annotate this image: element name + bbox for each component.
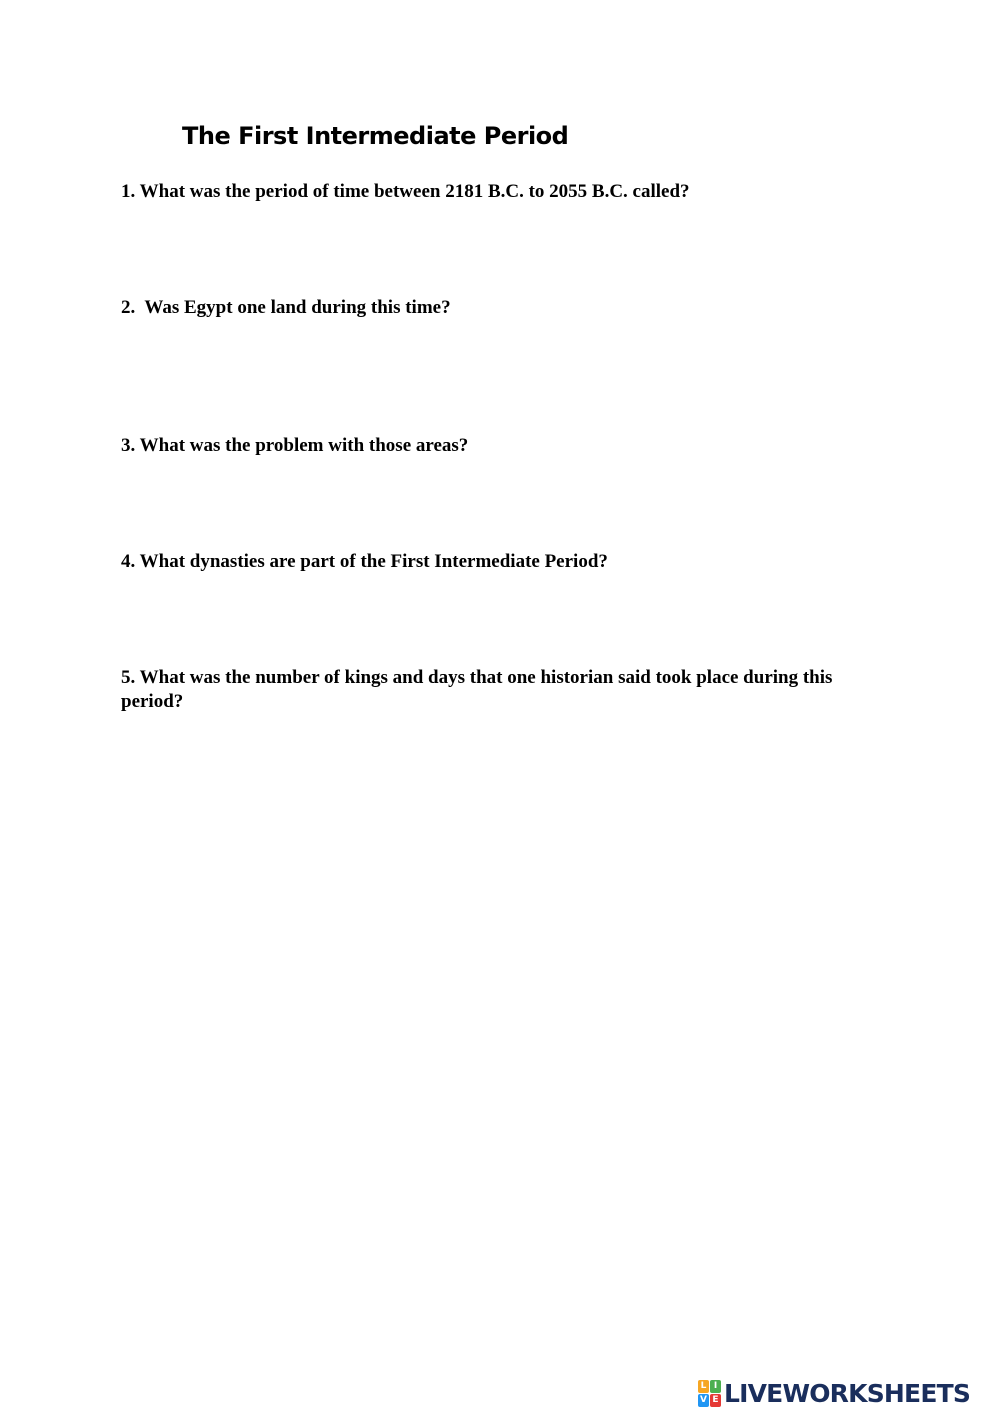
liveworksheets-logo-icon (698, 1380, 721, 1407)
logo-cell-e: E (710, 1394, 721, 1407)
logo-cell-v: V (698, 1394, 709, 1407)
question-3: 3. What was the problem with those areas? (121, 435, 469, 456)
question-1: 1. What was the period of time between 2181 B.C. to 2055 B.C. called? (121, 181, 690, 202)
question-4: 4. What dynasties are part of the First Intermediate Period? (121, 551, 608, 572)
watermark-text: LIVEWORKSHEETS (724, 1378, 971, 1408)
question-5: 5. What was the number of kings and days that one historian said took place during this period? (121, 667, 833, 712)
question-2: 2. Was Egypt one land during this time? (121, 297, 451, 318)
liveworksheets-watermark (698, 1378, 970, 1408)
logo-cell-i: I (710, 1380, 721, 1393)
logo-cell-l: L (698, 1380, 709, 1393)
page-title: The First Intermediate Period (182, 122, 569, 150)
